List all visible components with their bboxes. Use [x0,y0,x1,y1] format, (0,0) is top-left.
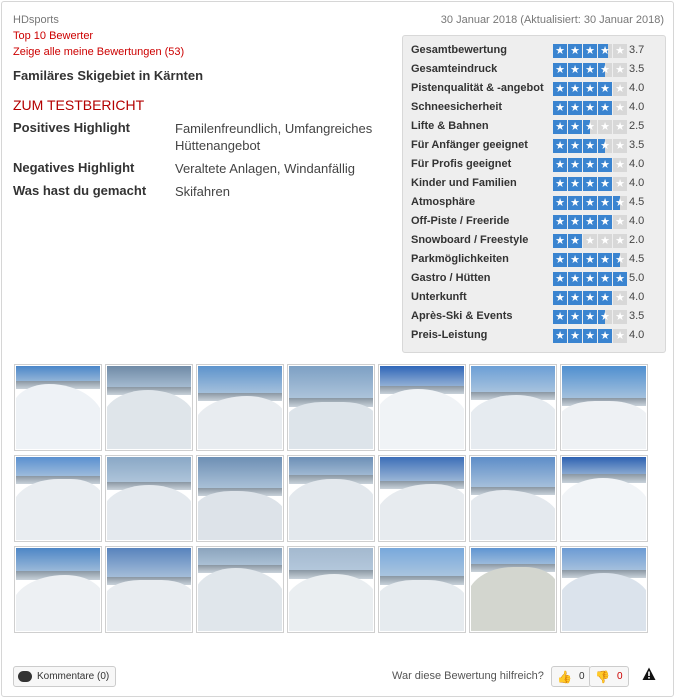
photo-thumbnail[interactable] [14,455,102,542]
star-icon: ★ [553,253,567,267]
review-card [1,1,674,697]
photo-thumbnail[interactable] [105,546,193,633]
star-icon: ★ [553,101,567,115]
photo-image [107,366,191,449]
star-icon: ★ [613,215,627,229]
star-icon: ★ [598,82,612,96]
photo-thumbnail[interactable] [196,455,284,542]
rating-stars [553,158,628,172]
rating-value: 3.5 [629,63,645,75]
star-icon: ★ [553,215,567,229]
star-icon: ★ [598,234,612,248]
star-icon: ★ [568,272,582,286]
rating-row [411,232,661,251]
star-icon: ★ [583,291,597,305]
rating-label: Atmosphäre [411,196,476,208]
rating-row [411,99,661,118]
star-icon: ★ [568,63,582,77]
rating-value: 4.0 [629,82,645,94]
star-icon: ★ [613,82,627,96]
photo-thumbnail[interactable] [469,455,557,542]
star-icon: ★ [568,82,582,96]
rating-value: 2.5 [629,120,645,132]
star-icon: ★ [568,44,582,58]
star-icon: ★ [598,310,612,324]
star-icon: ★ [598,253,612,267]
rating-label: Snowboard / Freestyle [411,234,529,246]
photo-thumbnail[interactable] [105,364,193,451]
photo-thumbnail[interactable] [560,364,648,451]
star-icon: ★ [568,177,582,191]
star-icon: ★ [583,44,597,58]
star-icon: ★ [613,329,627,343]
photo-image [380,366,464,449]
star-icon: ★ [598,44,612,58]
rating-value: 4.0 [629,101,645,113]
star-icon: ★ [613,291,627,305]
star-icon: ★ [553,120,567,134]
star-icon: ★ [583,63,597,77]
rating-stars [553,215,628,229]
photo-thumbnail[interactable] [14,546,102,633]
rating-row [411,213,661,232]
star-icon: ★ [568,310,582,324]
rating-stars [553,44,628,58]
rating-stars [553,272,628,286]
photo-thumbnail[interactable] [287,455,375,542]
star-icon: ★ [613,310,627,324]
rating-label: Für Profis geeignet [411,158,512,170]
rating-label: Après-Ski & Events [411,310,513,322]
rating-row [411,118,661,137]
star-icon: ★ [598,63,612,77]
rating-stars [553,291,628,305]
rating-value: 2.0 [629,234,645,246]
rating-row [411,175,661,194]
rating-value: 4.0 [629,158,645,170]
thumbs-down-count: 0 [616,671,623,682]
highlight-value: Skifahren [175,184,230,199]
star-icon: ★ [583,158,597,172]
highlight-value: Familenfreundlich, Umfangreiches Hüttenangebot [175,121,373,153]
photo-image [380,548,464,631]
star-icon: ★ [553,310,567,324]
rating-stars [553,310,628,324]
photo-image [16,548,100,631]
highlight-label: Positives Highlight [13,120,131,135]
star-icon: ★ [568,196,582,210]
star-icon: ★ [568,158,582,172]
star-icon: ★ [598,272,612,286]
star-icon: ★ [598,139,612,153]
thumbs-up-icon: 👍 [557,669,572,684]
star-icon: ★ [568,215,582,229]
thumbs-up-count: 0 [578,671,585,682]
photo-thumbnail[interactable] [378,546,466,633]
reviewer-name[interactable]: HDsports [13,14,59,26]
star-icon: ★ [583,177,597,191]
star-icon: ★ [553,139,567,153]
photo-image [471,457,555,540]
star-icon: ★ [583,253,597,267]
star-icon: ★ [568,120,582,134]
star-icon: ★ [568,253,582,267]
photo-thumbnail[interactable] [287,364,375,451]
rating-stars [553,329,628,343]
photo-image [562,366,646,449]
highlight-value: Veraltete Anlagen, Windanfällig [175,161,355,176]
rating-row [411,289,661,308]
rating-value: 4.5 [629,253,645,265]
helpful-question: War diese Bewertung hilfreich? [392,670,544,682]
rating-label: Schneesicherheit [411,101,503,113]
star-icon: ★ [613,253,627,267]
review-title: Familäres Skigebiet in Kärnten [13,68,204,83]
highlight-label: Negatives Highlight [13,160,135,175]
rating-value: 5.0 [629,272,645,284]
star-icon: ★ [553,158,567,172]
rating-value: 3.5 [629,139,645,151]
all-reviews-link[interactable]: Zeige alle meine Bewertungen (53) [13,46,185,58]
star-icon: ★ [583,272,597,286]
ratings-panel [402,35,666,353]
rating-stars [553,101,628,115]
rating-row [411,137,661,156]
star-icon: ★ [568,139,582,153]
photo-image [562,548,646,631]
warning-icon[interactable] [642,667,656,681]
star-icon: ★ [553,63,567,77]
star-icon: ★ [553,291,567,305]
rating-value: 3.7 [629,44,645,56]
star-icon: ★ [613,196,627,210]
testbericht-link[interactable]: ZUM TESTBERICHT [13,97,145,113]
rating-row [411,156,661,175]
rating-value: 4.5 [629,196,645,208]
photo-image [289,548,373,631]
rating-label: Für Anfänger geeignet [411,139,528,151]
rating-row [411,308,661,327]
photo-image [198,548,282,631]
review-date: 30 Januar 2018 (Aktualisiert: 30 Januar 2018) [440,14,664,26]
star-icon: ★ [583,310,597,324]
star-icon: ★ [553,234,567,248]
rating-row [411,270,661,289]
star-icon: ★ [553,196,567,210]
photo-thumbnail[interactable] [105,455,193,542]
star-icon: ★ [553,329,567,343]
star-icon: ★ [613,101,627,115]
rating-stars [553,177,628,191]
photo-image [16,457,100,540]
photo-image [107,457,191,540]
photo-image [471,548,555,631]
photo-image [198,457,282,540]
photo-thumbnail[interactable] [196,546,284,633]
star-icon: ★ [598,177,612,191]
rating-stars [553,63,628,77]
rating-row [411,327,661,346]
star-icon: ★ [553,82,567,96]
rating-row [411,251,661,270]
star-icon: ★ [568,329,582,343]
rating-label: Parkmöglichkeiten [411,253,509,265]
photo-thumbnail[interactable] [469,546,557,633]
star-icon: ★ [553,44,567,58]
star-icon: ★ [598,101,612,115]
star-icon: ★ [583,234,597,248]
star-icon: ★ [613,63,627,77]
photo-thumbnail[interactable] [378,364,466,451]
photo-image [380,457,464,540]
thumbs-down-icon: 👎 [595,669,610,684]
photo-image [198,366,282,449]
star-icon: ★ [583,82,597,96]
rating-row [411,80,661,99]
star-icon: ★ [613,234,627,248]
rating-value: 4.0 [629,291,645,303]
star-icon: ★ [583,215,597,229]
star-icon: ★ [583,139,597,153]
star-icon: ★ [613,120,627,134]
star-icon: ★ [553,177,567,191]
comments-label: Kommentare (0) [37,671,110,682]
star-icon: ★ [598,215,612,229]
star-icon: ★ [583,101,597,115]
rating-value: 3.5 [629,310,645,322]
rating-label: Gastro / Hütten [411,272,491,284]
rating-row [411,42,661,61]
photo-image [562,457,646,540]
rating-label: Gesamtbewertung [411,44,507,56]
thumbs-down-button[interactable] [589,666,629,687]
star-icon: ★ [568,291,582,305]
rating-label: Gesamteindruck [411,63,498,75]
rating-stars [553,120,628,134]
star-icon: ★ [613,44,627,58]
star-icon: ★ [598,329,612,343]
star-icon: ★ [583,329,597,343]
photo-thumbnail[interactable] [560,455,648,542]
photo-image [471,366,555,449]
photo-thumbnail[interactable] [469,364,557,451]
photo-thumbnail[interactable] [196,364,284,451]
rating-value: 4.0 [629,329,645,341]
photo-image [289,366,373,449]
photo-image [289,457,373,540]
star-icon: ★ [583,120,597,134]
star-icon: ★ [613,158,627,172]
star-icon: ★ [613,139,627,153]
photo-thumbnail[interactable] [378,455,466,542]
star-icon: ★ [568,234,582,248]
star-icon: ★ [598,196,612,210]
star-icon: ★ [613,272,627,286]
rating-row [411,61,661,80]
comments-button[interactable] [13,666,116,687]
star-icon: ★ [553,272,567,286]
star-icon: ★ [598,158,612,172]
photo-thumbnail[interactable] [287,546,375,633]
photo-image [107,548,191,631]
rating-value: 4.0 [629,177,645,189]
photo-thumbnail[interactable] [560,546,648,633]
rating-label: Kinder und Familien [411,177,517,189]
rating-stars [553,253,628,267]
rating-label: Off-Piste / Freeride [411,215,510,227]
rating-stars [553,139,628,153]
star-icon: ★ [568,101,582,115]
rating-label: Unterkunft [411,291,467,303]
rating-stars [553,234,628,248]
photo-image [16,366,100,449]
rating-row [411,194,661,213]
rating-label: Preis-Leistung [411,329,488,341]
top10-link[interactable]: Top 10 Bewerter [13,30,94,42]
star-icon: ★ [583,196,597,210]
rating-stars [553,196,628,210]
star-icon: ★ [598,291,612,305]
rating-label: Lifte & Bahnen [411,120,489,132]
rating-label: Pistenqualität & -angebot [411,82,544,94]
rating-value: 4.0 [629,215,645,227]
thumbs-up-button[interactable] [551,666,591,687]
highlight-label: Was hast du gemacht [13,183,147,198]
rating-stars [553,82,628,96]
star-icon: ★ [598,120,612,134]
speech-bubble-icon [18,671,32,682]
star-icon: ★ [613,177,627,191]
photo-thumbnail[interactable] [14,364,102,451]
